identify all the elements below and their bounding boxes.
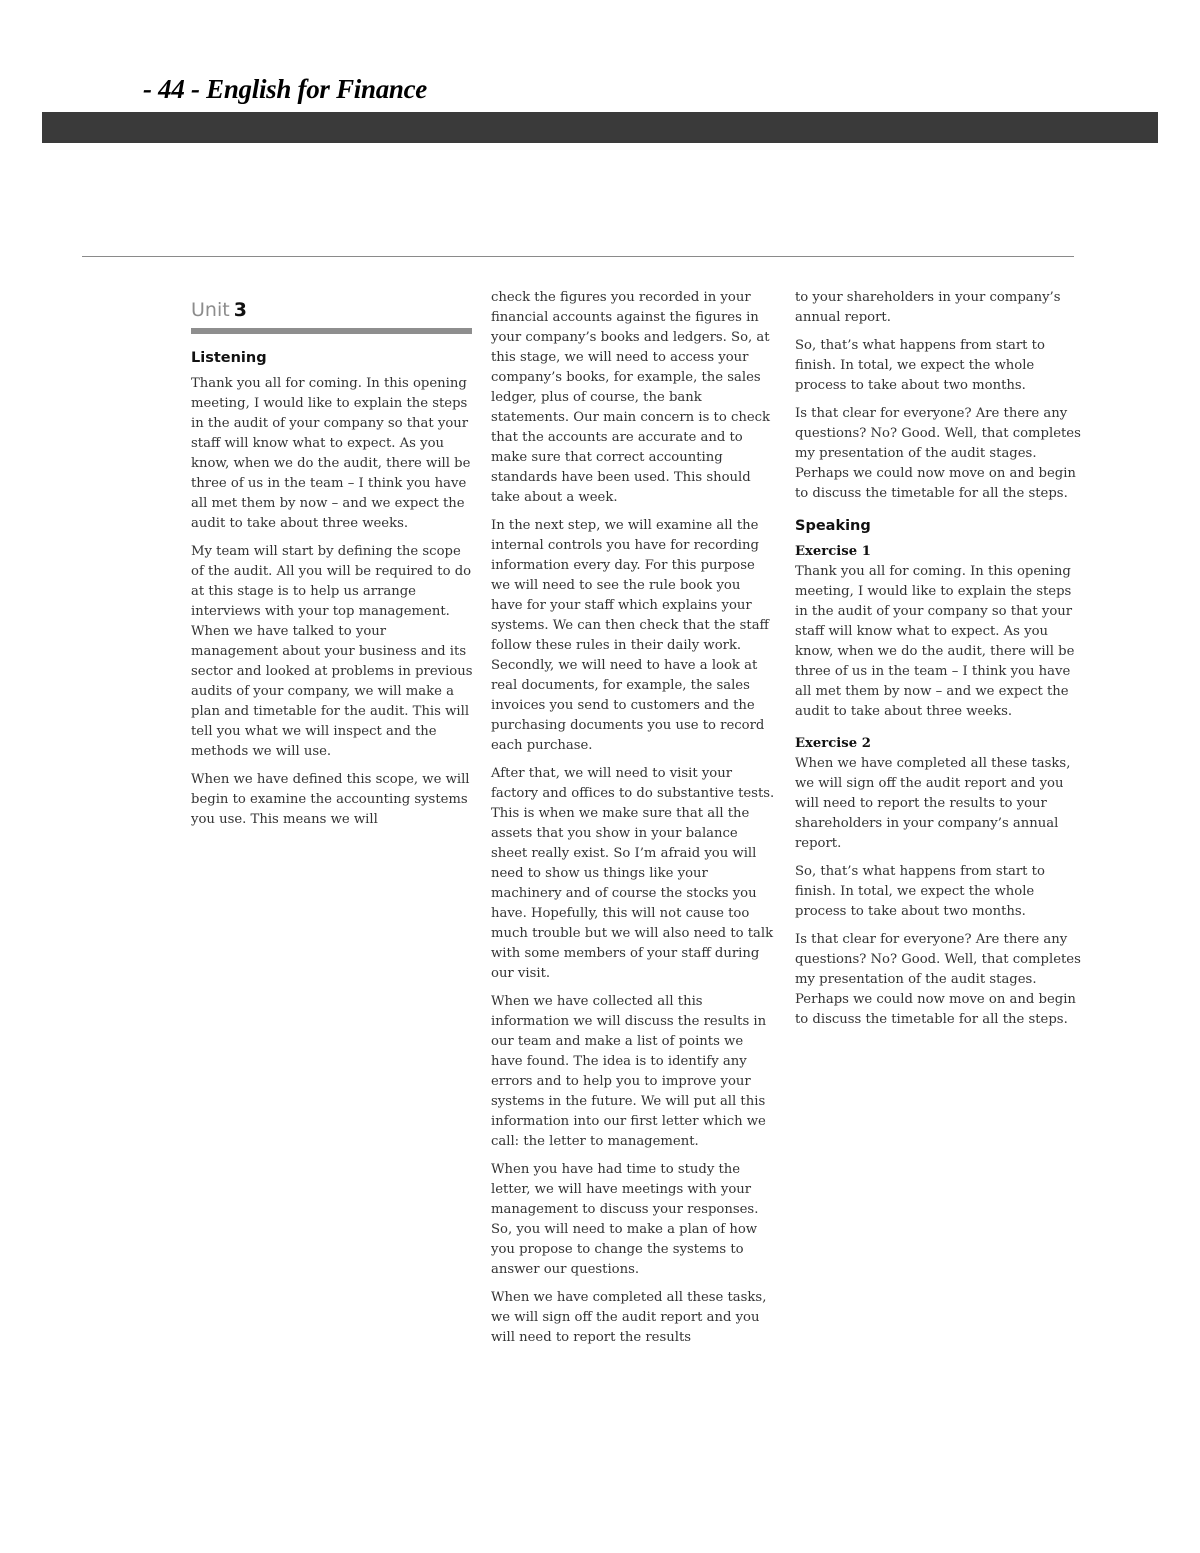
column-3 [795, 288, 1081, 1038]
paragraph: check the figures you recorded in your financial accounts against the figures in your company’s books and ledgers. So, at this stage, we will need to access your company’s books, for example, the sales ledger, plus of course, the bank statements. Our main concern is to check that the accounts are accurate and to make sure that correct accounting standards have been used. This should take about a week. [491, 290, 771, 505]
top-rule [82, 256, 1074, 257]
paragraph: My team will start by defining the scope of the audit. All you will be required to do at this stage is to help us arrange interviews with your top management. When we have talked to your management about your business and its sector and looked at problems in previous audits of your company, we will make a plan and timetable for the audit. This will tell you what we will inspect and the methods we will use. [191, 544, 473, 759]
paragraph: Thank you all for coming. In this opening meeting, I would like to explain the steps in the audit of your company so that your staff will know what to expect. As you know, when we do the audit, there will be three of us in the team – I think you have all met them by now – and we expect the audit to take about three weeks. [795, 564, 1075, 719]
running-head: - 44 - English for Finance [143, 74, 427, 104]
column-2 [491, 288, 776, 1356]
paragraph: After that, we will need to visit your factory and offices to do substantive tests. This is when we make sure that all the assets that you show in your balance sheet really exist. So I’m afraid you will need to show us things like your machinery and of course the stocks you have. Hopefully, this will not cause too much trouble but we will also need to talk with some members of your staff during our visit. [491, 766, 775, 981]
exercise-1-heading: Exercise 1 [795, 544, 871, 559]
listening-heading: Listening [191, 350, 267, 366]
paragraph: When we have completed all these tasks, we will sign off the audit report and you will need to report the results to your shareholders in your company’s annual report. [795, 756, 1071, 851]
paragraph: When you have had time to study the letter, we will have meetings with your management to discuss your responses. So, you will need to make a plan of how you propose to change the systems to answer our questions. [491, 1162, 759, 1277]
unit-underline [191, 328, 472, 334]
speaking-heading: Speaking [795, 518, 871, 534]
paragraph: Is that clear for everyone? Are there any questions? No? Good. Well, that completes my presentation of the audit stages. Perhaps we could now move on and begin to discuss the timetable for all the steps. [795, 406, 1081, 501]
paragraph: When we have completed all these tasks, we will sign off the audit report and you will need to report the results [491, 1290, 767, 1345]
paragraph: to your shareholders in your company’s annual report. [795, 290, 1061, 325]
unit-label: Unit [191, 299, 230, 321]
exercise-2-heading: Exercise 2 [795, 736, 871, 751]
paragraph: So, that’s what happens from start to finish. In total, we expect the whole process to take about two months. [795, 338, 1045, 393]
unit-heading [191, 298, 473, 322]
paragraph: In the next step, we will examine all the internal controls you have for recording information every day. For this purpose we will need to see the rule book you have for your staff which explains your systems. We can then check that the staff follow these rules in their daily work. Secondly, we will need to have a look at real documents, for example, the sales invoices you send to customers and the purchasing documents you use to record each purchase. [491, 518, 769, 753]
paragraph: So, that’s what happens from start to finish. In total, we expect the whole process to take about two months. [795, 864, 1045, 919]
paragraph: When we have defined this scope, we will begin to examine the accounting systems you use. This means we will [191, 772, 470, 827]
paragraph: When we have collected all this information we will discuss the results in our team and make a list of points we have found. The idea is to identify any errors and to help you to improve your systems in the future. We will put all this information into our first letter which we call: the letter to management. [491, 994, 767, 1149]
unit-number: 3 [233, 299, 247, 321]
paragraph: Is that clear for everyone? Are there any questions? No? Good. Well, that completes my presentation of the audit stages. Perhaps we could now move on and begin to discuss the timetable for all the steps. [795, 932, 1081, 1027]
column-1 [191, 298, 473, 838]
paragraph: Thank you all for coming. In this opening meeting, I would like to explain the steps in the audit of your company so that your staff will know what to expect. As you know, when we do the audit, there will be three of us in the team – I think you have all met them by now – and we expect the audit to take about three weeks. [191, 376, 471, 531]
header-bar [42, 112, 1158, 143]
